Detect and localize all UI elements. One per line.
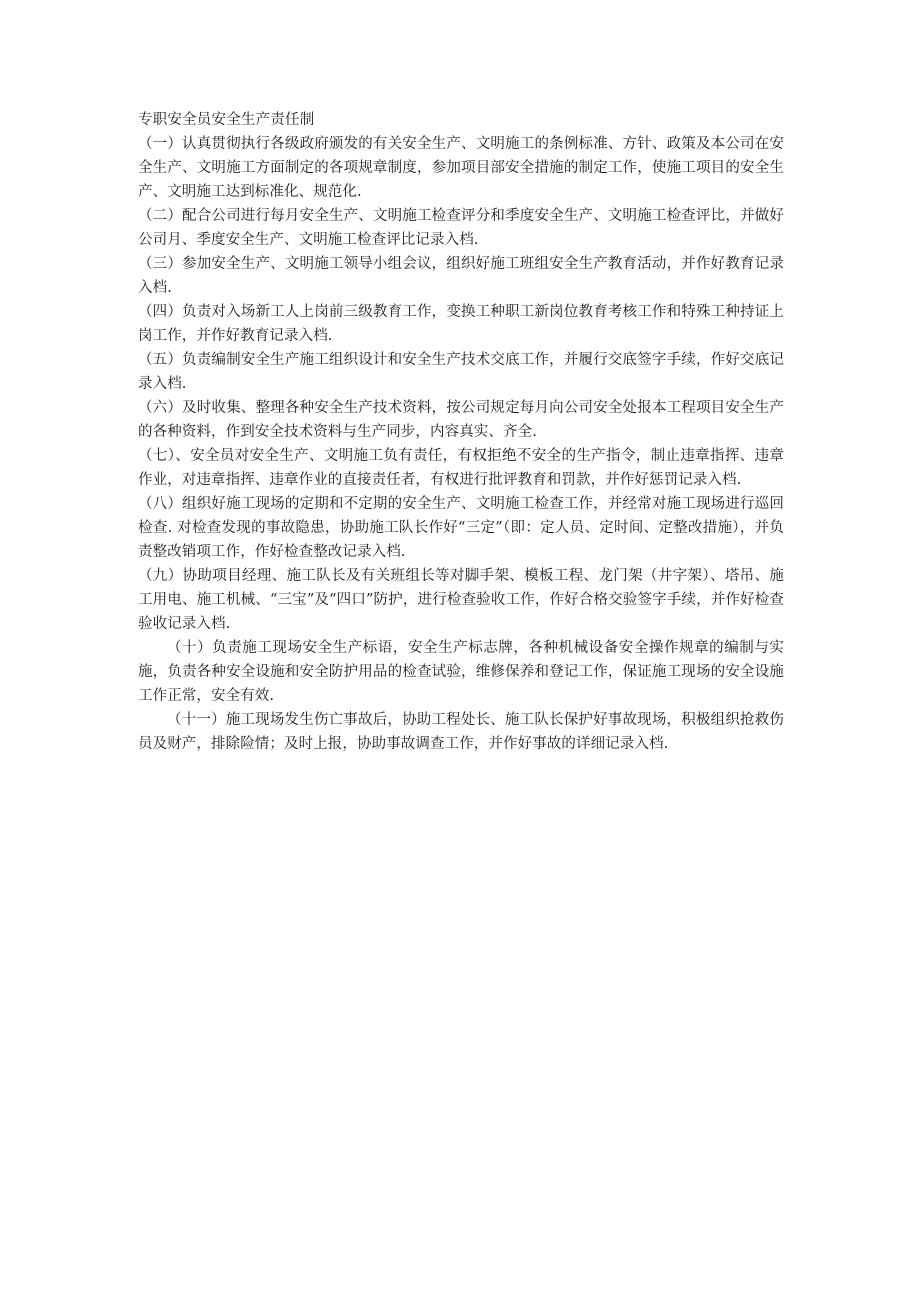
clause-9: （九）协助项目经理、施工队长及有关班组长等对脚手架、模板工程、龙门架（井字架）、塔吊、施工用电、施工机械、“三宝”及“四口”防护，进行检查验收工作，作好合格交验签字手续，并作好检查验收记录入档. (138, 568, 784, 632)
clause-8: （八）组织好施工现场的定期和不定期的安全生产、文明施工检查工作，并经常对施工现场进行巡回检查. 对检查发现的事故隐患，协助施工队长作好“三定”（即：定人员、定时间、定整改措施），并负责整改销项工作，作好检查整改记录入档. (138, 496, 784, 560)
clause-7: （七）、安全员对安全生产、文明施工负有责任，有权拒绝不安全的生产指令，制止违章指挥、违章作业，对违章指挥、违章作业的直接责任者，有权进行批评教育和罚款，并作好惩罚记录入档. (138, 448, 784, 488)
clause-1: （一）认真贯彻执行各级政府颁发的有关安全生产、文明施工的条例标准、方针、政策及本公司在安全生产、文明施工方面制定的各项规章制度，参加项目部安全措施的制定工作，使施工项目的安全生产、文明施工达到标准化、规范化. (138, 136, 784, 200)
clause-2: （二）配合公司进行每月安全生产、文明施工检查评分和季度安全生产、文明施工检查评比，并做好公司月、季度安全生产、文明施工检查评比记录入档. (138, 208, 784, 248)
document-body (138, 108, 784, 756)
document-title: 专职安全员安全生产责任制 (138, 112, 315, 128)
clause-11: （十一）施工现场发生伤亡事故后，协助工程处长、施工队长保护好事故现场，积极组织抢救伤员及财产，排除险情；及时上报，协助事故调查工作，并作好事故的详细记录入档. (138, 712, 784, 752)
clause-6: （六）及时收集、整理各种安全生产技术资料，按公司规定每月向公司安全处报本工程项目安全生产的各种资料，作到安全技术资料与生产同步，内容真实、齐全. (138, 400, 784, 440)
clause-3: （三）参加安全生产、文明施工领导小组会议，组织好施工班组安全生产教育活动，并作好教育记录入档. (138, 256, 784, 296)
clause-10: （十）负责施工现场安全生产标语，安全生产标志牌，各种机械设备安全操作规章的编制与实施，负责各种安全设施和安全防护用品的检查试验，维修保养和登记工作，保证施工现场的安全设施工作正常，安全有效. (138, 640, 784, 704)
clause-5: （五）负责编制安全生产施工组织设计和安全生产技术交底工作，并履行交底签字手续，作好交底记录入档. (138, 352, 784, 392)
clause-4: （四）负责对入场新工人上岗前三级教育工作，变换工种职工新岗位教育考核工作和特殊工种持证上岗工作，并作好教育记录入档. (138, 304, 784, 344)
